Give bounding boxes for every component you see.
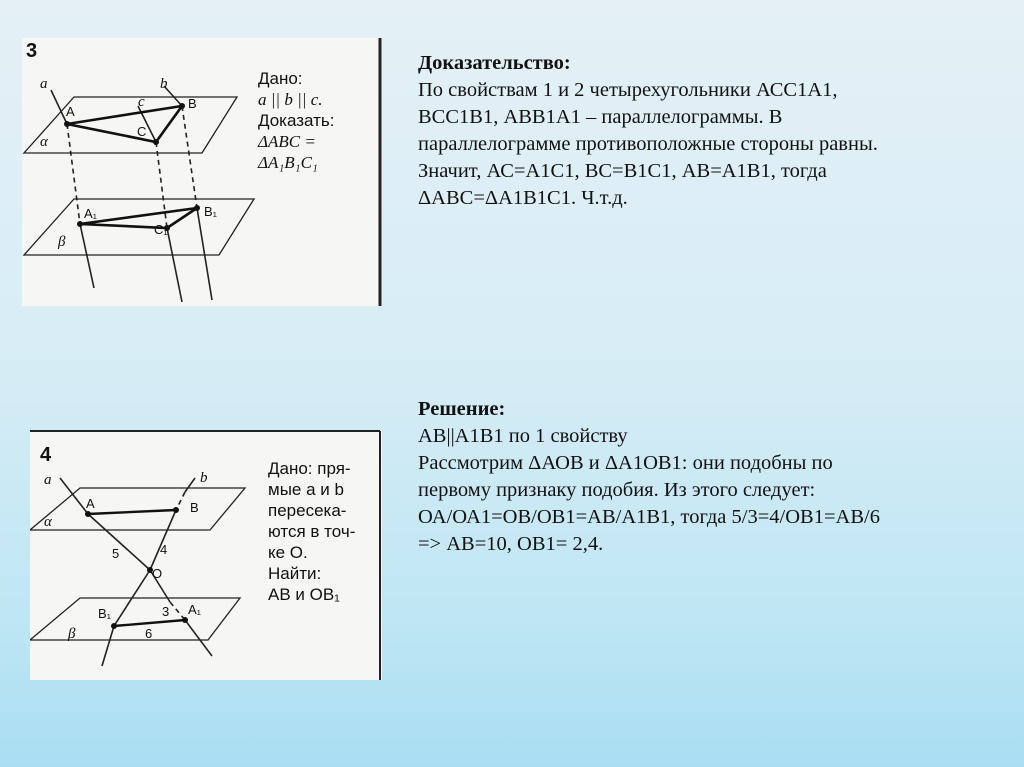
solution-line: Рассмотрим ΔАОВ и ΔА1ОВ1: они подобны по [418, 452, 833, 474]
label-6: 6 [145, 626, 153, 641]
label-alpha: α [40, 134, 48, 150]
figure-3-given [258, 68, 334, 173]
label-O: O [152, 566, 163, 581]
label-C: C [137, 124, 147, 139]
label-a: a [40, 76, 48, 92]
label-alpha: α [44, 514, 52, 530]
label-4: 4 [160, 542, 168, 557]
label-A1: A₁ [188, 602, 202, 617]
solution-block [418, 396, 880, 558]
proof-line: Значит, АС=А1С1, ВС=В1С1, АВ=А1В1, тогда [418, 160, 827, 182]
label-B1: B₁ [204, 204, 218, 219]
figure-number: 4 [40, 444, 52, 466]
proof-block [418, 50, 878, 212]
given-line: пересека- [268, 501, 347, 520]
label-b: b [200, 470, 208, 486]
given-line: Дано: [258, 69, 303, 88]
given-line: ΔABC = [258, 132, 316, 151]
figure-3 [22, 38, 382, 306]
label-A: A [66, 104, 75, 119]
label-B1: B₁ [98, 606, 112, 621]
figure-4-given [268, 458, 355, 605]
given-line: ются в точ- [268, 522, 356, 541]
given-line: ΔA₁B₁C₁ [258, 153, 318, 172]
proof-line: ΔАВС=ΔА1В1С1. Ч.т.д. [418, 187, 628, 209]
given-line: Найти: [268, 564, 322, 583]
proof-line: ВСС1В1, АВВ1А1 – параллелограммы. В [418, 106, 783, 128]
proof-line: параллелограмме противоположные стороны равны. [418, 133, 878, 155]
solution-line: => АВ=10, ОВ1= 2,4. [418, 533, 604, 555]
figure-4 [30, 430, 382, 680]
solution-line: АВ||А1В1 по 1 свойству [418, 425, 628, 447]
given-line: Дано: пря- [268, 459, 351, 478]
solution-line: первому признаку подобия. Из этого следует: [418, 479, 816, 501]
label-beta: β [68, 626, 76, 642]
label-B: B [190, 500, 199, 515]
proof-heading: Доказательство: [418, 52, 571, 74]
label-beta: β [58, 234, 66, 250]
solution-heading: Решение: [418, 398, 506, 420]
figure-number: 3 [26, 40, 38, 62]
label-b: b [160, 76, 168, 92]
given-line: AB и OB₁ [268, 585, 340, 604]
given-line: мые a и b [268, 480, 344, 499]
proof-line: По свойствам 1 и 2 четырехугольники АСС1А1, [418, 79, 838, 101]
solution-line: ОА/ОА1=ОВ/ОВ1=АВ/А1В1, тогда 5/3=4/ОВ1=АВ/6 [418, 506, 880, 528]
label-A1: A₁ [84, 206, 98, 221]
label-c: c [138, 94, 145, 110]
given-line: Доказать: [258, 111, 335, 130]
label-3: 3 [162, 604, 170, 619]
label-5: 5 [112, 546, 120, 561]
given-line: a || b || c. [258, 90, 323, 109]
label-A: A [86, 496, 95, 511]
label-a: a [44, 472, 52, 488]
label-C1: C₁ [154, 222, 168, 237]
given-line: ке O. [268, 543, 308, 562]
label-B: B [188, 96, 197, 111]
